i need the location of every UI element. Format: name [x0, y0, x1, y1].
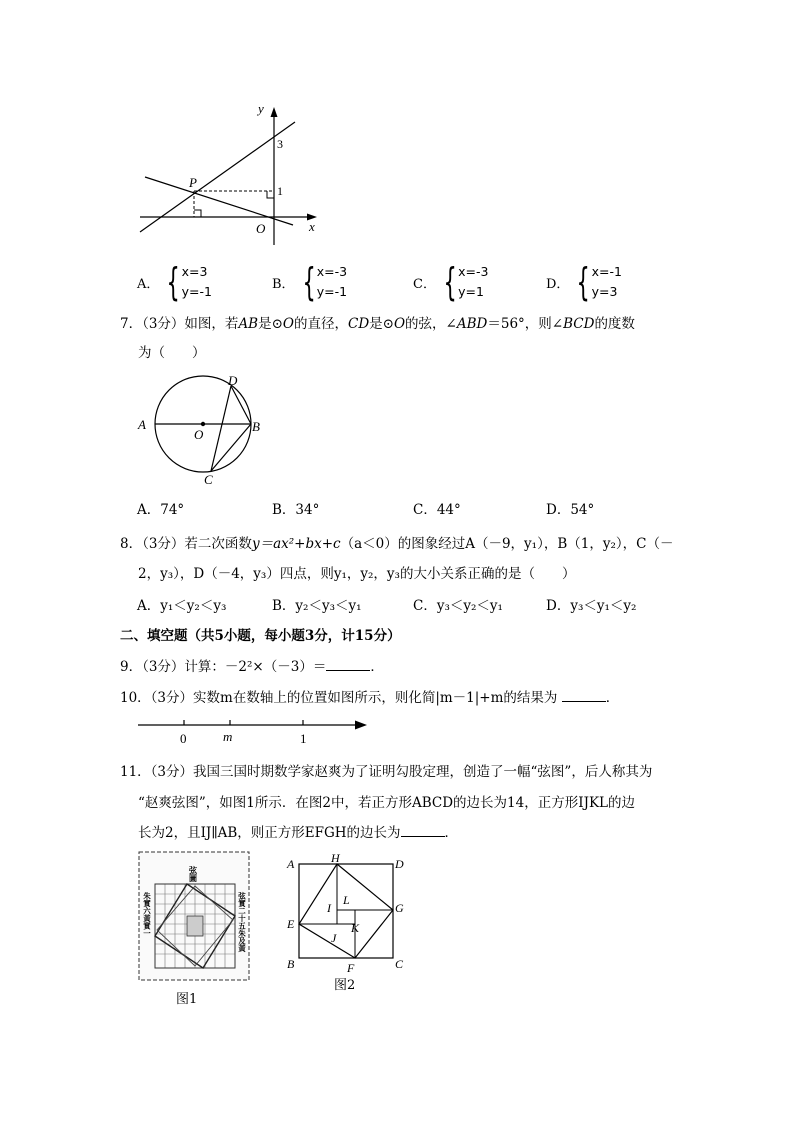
eq1: x=-3: [458, 264, 489, 279]
fig7-label-d: D: [228, 373, 238, 388]
tick-m: m: [223, 729, 233, 744]
q11-figure-1-caption: 图1: [176, 992, 198, 1007]
q7-stem-line1: 7．（3分）如图，若AB是⊙O的直径，CD是⊙O的弦，∠ABD＝56°，则∠BCD的度数: [120, 316, 635, 332]
q11-figure-2-caption: 图2: [334, 978, 356, 993]
eq2: y=-1: [181, 284, 212, 299]
q6-coordinate-figure: [135, 95, 325, 245]
q6-option-d[interactable]: [546, 262, 622, 302]
q10-number-line: [135, 713, 375, 747]
q6-option-c[interactable]: [413, 262, 488, 302]
brace-icon: {: [576, 260, 591, 304]
q7-option-c[interactable]: C．44°: [413, 502, 461, 518]
q6-options: [137, 262, 657, 306]
q7-option-a[interactable]: A．74°: [137, 502, 185, 518]
fig1-title-text: 弦圖: [188, 866, 198, 882]
brace-icon: {: [443, 260, 457, 304]
fig2-label-g: G: [395, 901, 404, 915]
q11-figure-2: [283, 850, 413, 985]
option-letter: A．: [137, 276, 160, 292]
q11-answer-blank[interactable]: [401, 824, 445, 837]
option-letter: C．: [413, 276, 436, 292]
fig2-label-d: D: [395, 857, 404, 871]
q7-stem-line2: 为（ ）: [138, 345, 206, 361]
q10-answer-blank[interactable]: [562, 689, 606, 702]
q7-option-d[interactable]: D．54°: [546, 502, 595, 518]
q11-stem-line2: “赵爽弦图”，如图1所示．在图2中，若正方形ABCD的边长为14，正方形IJKL的边: [138, 795, 636, 811]
fig2-label-j: J: [331, 931, 337, 945]
q8-option-d[interactable]: D．y₃＜y₁＜y₂: [546, 598, 637, 614]
fig2-label-f: F: [347, 961, 355, 975]
q9-answer-blank[interactable]: [326, 658, 370, 671]
q7-option-b[interactable]: B．34°: [272, 502, 320, 518]
fig2-label-c: C: [395, 957, 404, 971]
eq2: y=1: [458, 284, 484, 299]
fig2-label-i: I: [327, 901, 331, 915]
fig2-label-a: A: [287, 857, 295, 871]
tick-0: 0: [180, 731, 187, 746]
eq1: x=3: [181, 264, 208, 279]
fig7-label-c: C: [204, 472, 213, 487]
fig7-label-b: B: [252, 419, 260, 434]
fig1-right-text: 弦實二十五朱及黃: [237, 892, 247, 952]
q6-option-b[interactable]: [272, 262, 347, 302]
q10-stem: 10．（3分）实数m在数轴上的位置如图所示，则化简|m－1|+m的结果为 ．: [120, 690, 620, 706]
q8-option-b[interactable]: B．y₂＜y₃＜y₁: [272, 598, 362, 614]
fig2-label-e: E: [287, 917, 295, 931]
brace-icon: {: [302, 260, 316, 304]
label-3: 3: [277, 137, 283, 151]
fig2-label-h: H: [331, 851, 340, 865]
q6-option-a[interactable]: [137, 262, 212, 302]
fig2-label-l: L: [343, 893, 350, 907]
q11-figure-1-chord-diagram: [135, 850, 253, 985]
label-x: x: [309, 219, 315, 234]
brace-icon: {: [166, 260, 181, 304]
section-2-title: 二、填空题（共5小题，每小题3分，计15分）: [120, 628, 401, 644]
q11-stem-line3: 长为2，且IJ∥AB，则正方形EFGH的边长为 ．: [138, 825, 459, 841]
eq1: x=-1: [591, 264, 622, 279]
tick-1: 1: [300, 731, 307, 746]
q11-stem-line1: 11．（3分）我国三国时期数学家赵爽为了证明勾股定理，创造了一幅“弦图”，后人称其为: [120, 764, 653, 780]
fig7-label-a: A: [138, 417, 146, 432]
fig2-label-b: B: [287, 957, 295, 971]
label-p: P: [189, 175, 197, 190]
fig7-label-o: O: [194, 427, 204, 442]
eq2: y=3: [591, 284, 618, 299]
q8-stem-line2: 2，y₃），D（－4，y₃）四点，则y₁，y₂，y₃的大小关系正确的是（ ）: [138, 566, 576, 582]
fig1-left-text: 朱實六黃實一: [142, 892, 152, 937]
eq1: x=-3: [316, 264, 348, 279]
eq2: y=-1: [316, 284, 348, 299]
option-letter: B．: [272, 276, 295, 292]
fig2-label-k: K: [351, 921, 360, 935]
q8-stem-line1: 8．（3分）若二次函数y＝ax²+bx+c（a＜0）的图象经过A（－9，y₁），B（1，y₂），C（－: [120, 536, 674, 552]
label-1: 1: [277, 184, 283, 198]
label-y: y: [258, 101, 264, 116]
option-letter: D．: [546, 276, 570, 292]
q8-option-c[interactable]: C．y₃＜y₂＜y₁: [413, 598, 503, 614]
q8-option-a[interactable]: A．y₁＜y₂＜y₃: [137, 598, 227, 614]
q7-circle-figure: [130, 372, 270, 487]
label-o: O: [256, 221, 266, 236]
q9-stem: 9．（3分）计算：－2²×（－3）＝ ．: [120, 659, 384, 675]
